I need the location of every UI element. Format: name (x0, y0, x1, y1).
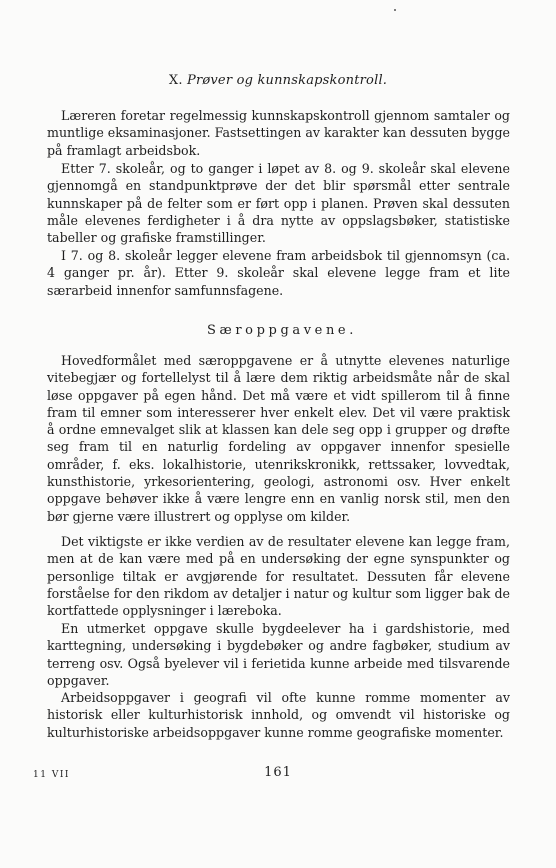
body-paragraph-2: Det viktigste er ikke verdien av de resultater elevene kan legge fram, men at de kan være med på en undersøking der egne synspunkter og personlige tiltak er avgjørende for resultatet. Dessuten får elevene forståelse for den rikdom av detaljer i natur og kultur som ligger bak de kortfattede opplysninger i læreboka. (47, 534, 510, 619)
intro-paragraph-3: I 7. og 8. skoleår legger elevene fram arbeidsbok til gjennomsyn (ca. 4 ganger pr. år). Etter 9. skoleår skal elevene legge fram et lite særarbeid innenfor samfunnsfagene. (47, 248, 510, 298)
section-heading (0, 73, 556, 88)
body-paragraph-1: Hovedformålet med særoppgavene er å utnytte elevenes naturlige vitebegjær og fortellelyst til å lære dem riktig arbeidsmåte når de skal løse oppgaver på egen hånd. Det må være et vidt spillerom til å finne fram til emner som interesserer hver enkelt elev. Det vil være praktisk å ordne emnevalget slik at klassen kan dele seg opp i grupper og drøfte seg fram til en naturlig fordeling av oppgaver innenfor spesielle områder, f. eks. lokalhistorie, utenrikskronikk, rettssaker, lovvedtak, kunsthistorie, yrkesorientering, geologi, astronomi osv. Hver enkelt oppgave behøver ikke å være lengre enn en vanlig norsk stil, men den bør gjerne være illustrert og opplyse om kilder. (47, 353, 510, 524)
section-number: X. (168, 73, 183, 88)
body-paragraph-3: En utmerket oppgave skulle bygdeelever ha i gardshistorie, med karttegning, undersøking i bygdebøker og andre fagbøker, studium av terreng osv. Også byelever vil i ferietida kunne arbeide med tilsvarende oppgaver. (47, 621, 510, 688)
page-number: 161 (264, 765, 292, 780)
section-title: Prøver og kunnskapskontroll. (187, 73, 388, 88)
body-paragraph-4: Arbeidsoppgaver i geografi vil ofte kunne romme momenter av historisk eller kulturhistorisk innhold, og omvendt vil historiske og kulturhistoriske arbeidsoppgaver kunne romme geografiske momenter. (47, 690, 510, 740)
paper-speck (394, 9, 396, 11)
intro-paragraph-1: Læreren foretar regelmessig kunnskapskontroll gjennom samtaler og muntlige eksaminasjoner. Fastsettingen av karakter kan dessuten bygge på framlagt arbeidsbok. (47, 108, 510, 158)
subsection-title: Særoppgavene. (207, 323, 357, 338)
printer-signature: 11 VII (33, 770, 70, 780)
intro-paragraph-2: Etter 7. skoleår, og to ganger i løpet av 8. og 9. skoleår skal elevene gjennomgå en standpunktprøve der det blir spørsmål etter sentrale kunnskaper på de felter som er ført opp i planen. Prøven skal dessuten måle elevenes ferdigheter i å dra nytte av oppslagsbøker, statistiske tabeller og grafiske framstillinger. (47, 161, 510, 246)
